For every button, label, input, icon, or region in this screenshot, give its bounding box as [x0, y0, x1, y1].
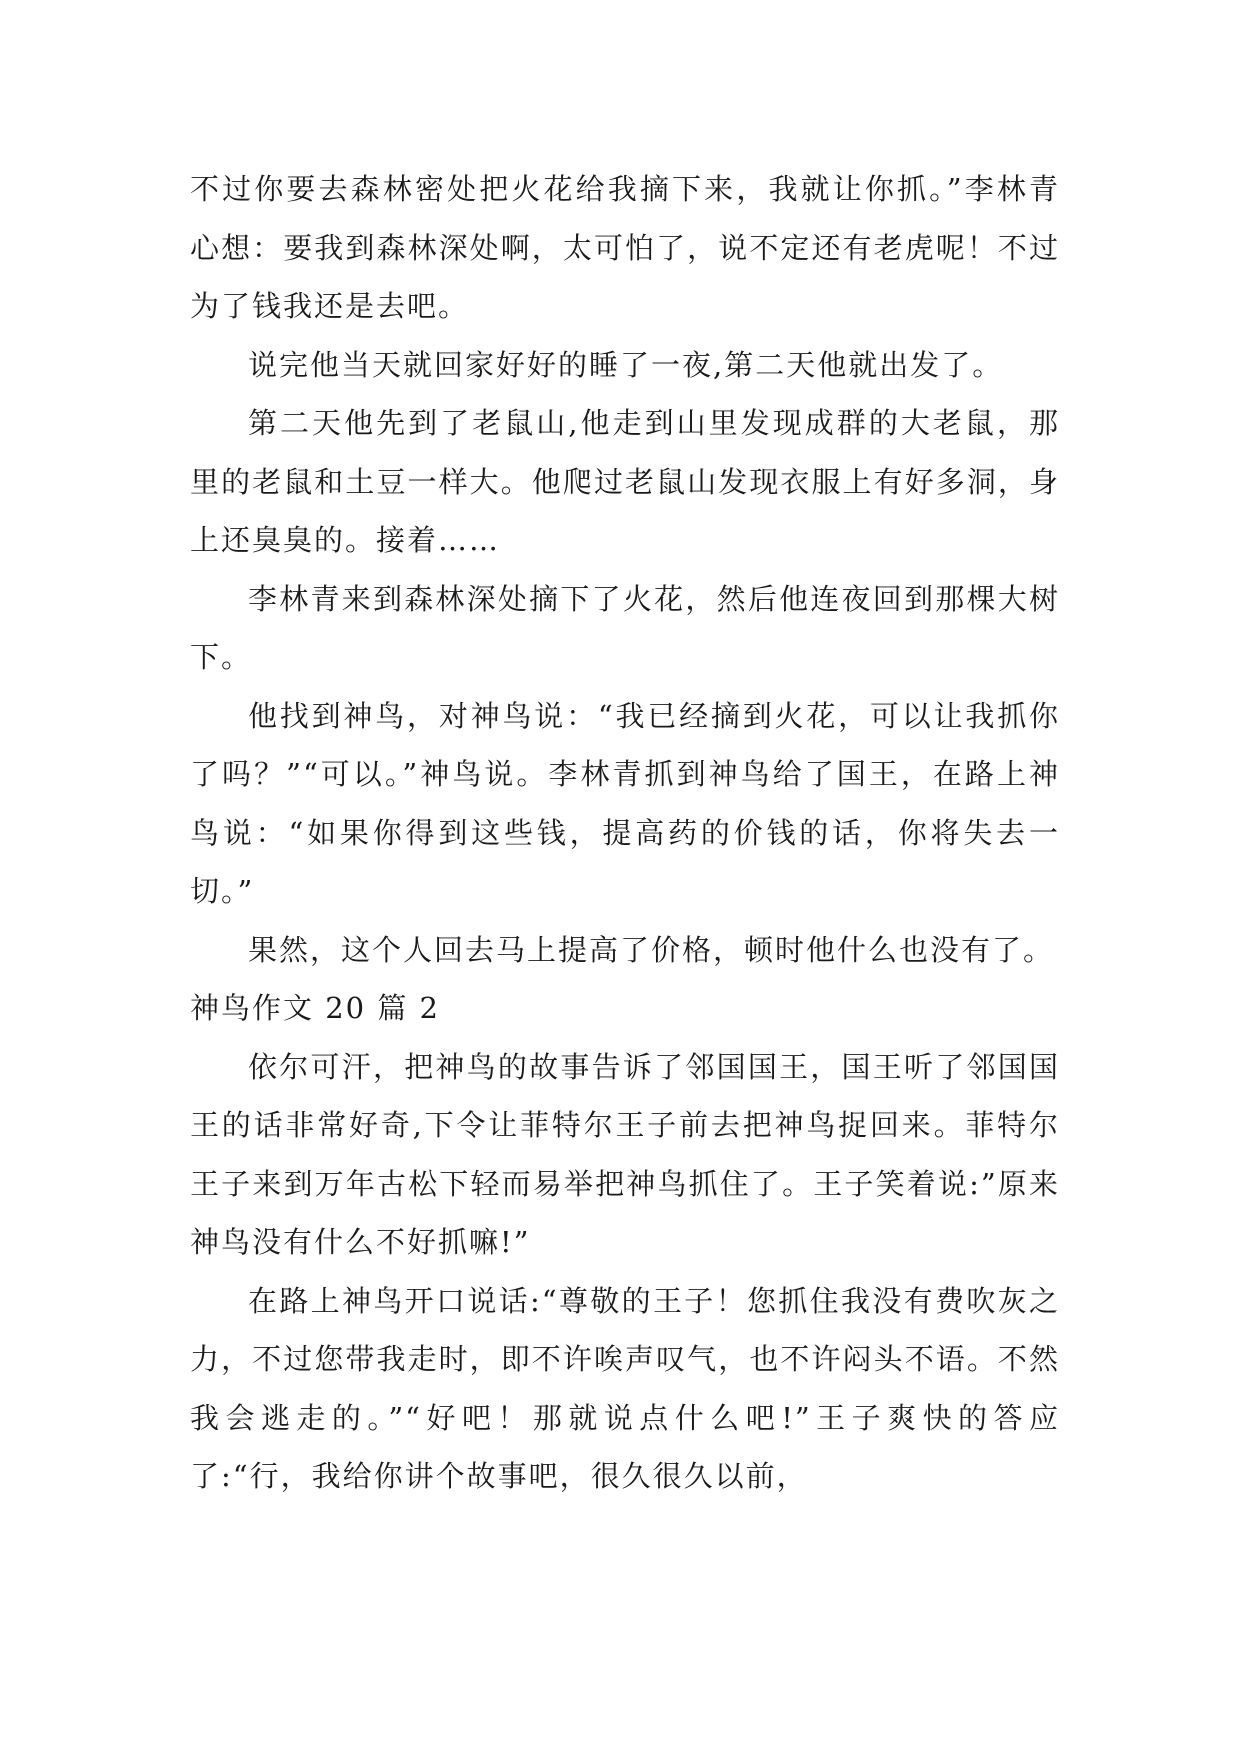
- section-heading: 神鸟作文 20 篇 2: [190, 991, 441, 1025]
- paragraph-3: 第二天他先到了老鼠山,他走到山里发现成群的大老鼠，那里的老鼠和土豆一样大。他爬过老鼠山发现衣服上有好多洞，身上还臭臭的。接着……: [190, 406, 1060, 557]
- paragraph-6: 果然，这个人回去马上提高了价格，顿时他什么也没有了。: [248, 932, 1055, 967]
- paragraph-1: 不过你要去森林密处把火花给我摘下来，我就让你抓。”李林青心想：要我到森林深处啊，太可怕了，说不定还有老虎呢！不过为了钱我还是去吧。: [190, 172, 1060, 323]
- paragraph-2: 说完他当天就回家好好的睡了一夜,第二天他就出发了。: [248, 347, 1004, 382]
- document-page: [190, 160, 1060, 1506]
- paragraph-5: 他找到神鸟，对神鸟说：“我已经摘到火花，可以让我抓你了吗？”“可以。”神鸟说。李林青抓到神鸟给了国王，在路上神鸟说：“如果你得到这些钱，提高药的价钱的话，你将失去一切。”: [190, 698, 1060, 908]
- section-paragraph-1: 依尔可汗，把神鸟的故事告诉了邻国国王，国王听了邻国国王的话非常好奇,下令让菲特尔王子前去把神鸟捉回来。菲特尔王子来到万年古松下轻而易举把神鸟抓住了。王子笑着说:”原来神鸟没有什么不好抓嘛!”: [190, 1049, 1060, 1259]
- paragraph-4: 李林青来到森林深处摘下了火花，然后他连夜回到那棵大树下。: [190, 581, 1060, 674]
- section-paragraph-2: 在路上神鸟开口说话:“尊敬的王子！您抓住我没有费吹灰之力，不过您带我走时，即不许唉声叹气，也不许闷头不语。不然我会逃走的。”“好吧！那就说点什么吧!”王子爽快的答应了:“行，我给你讲个故事吧，很久很久以前，: [190, 1283, 1060, 1493]
